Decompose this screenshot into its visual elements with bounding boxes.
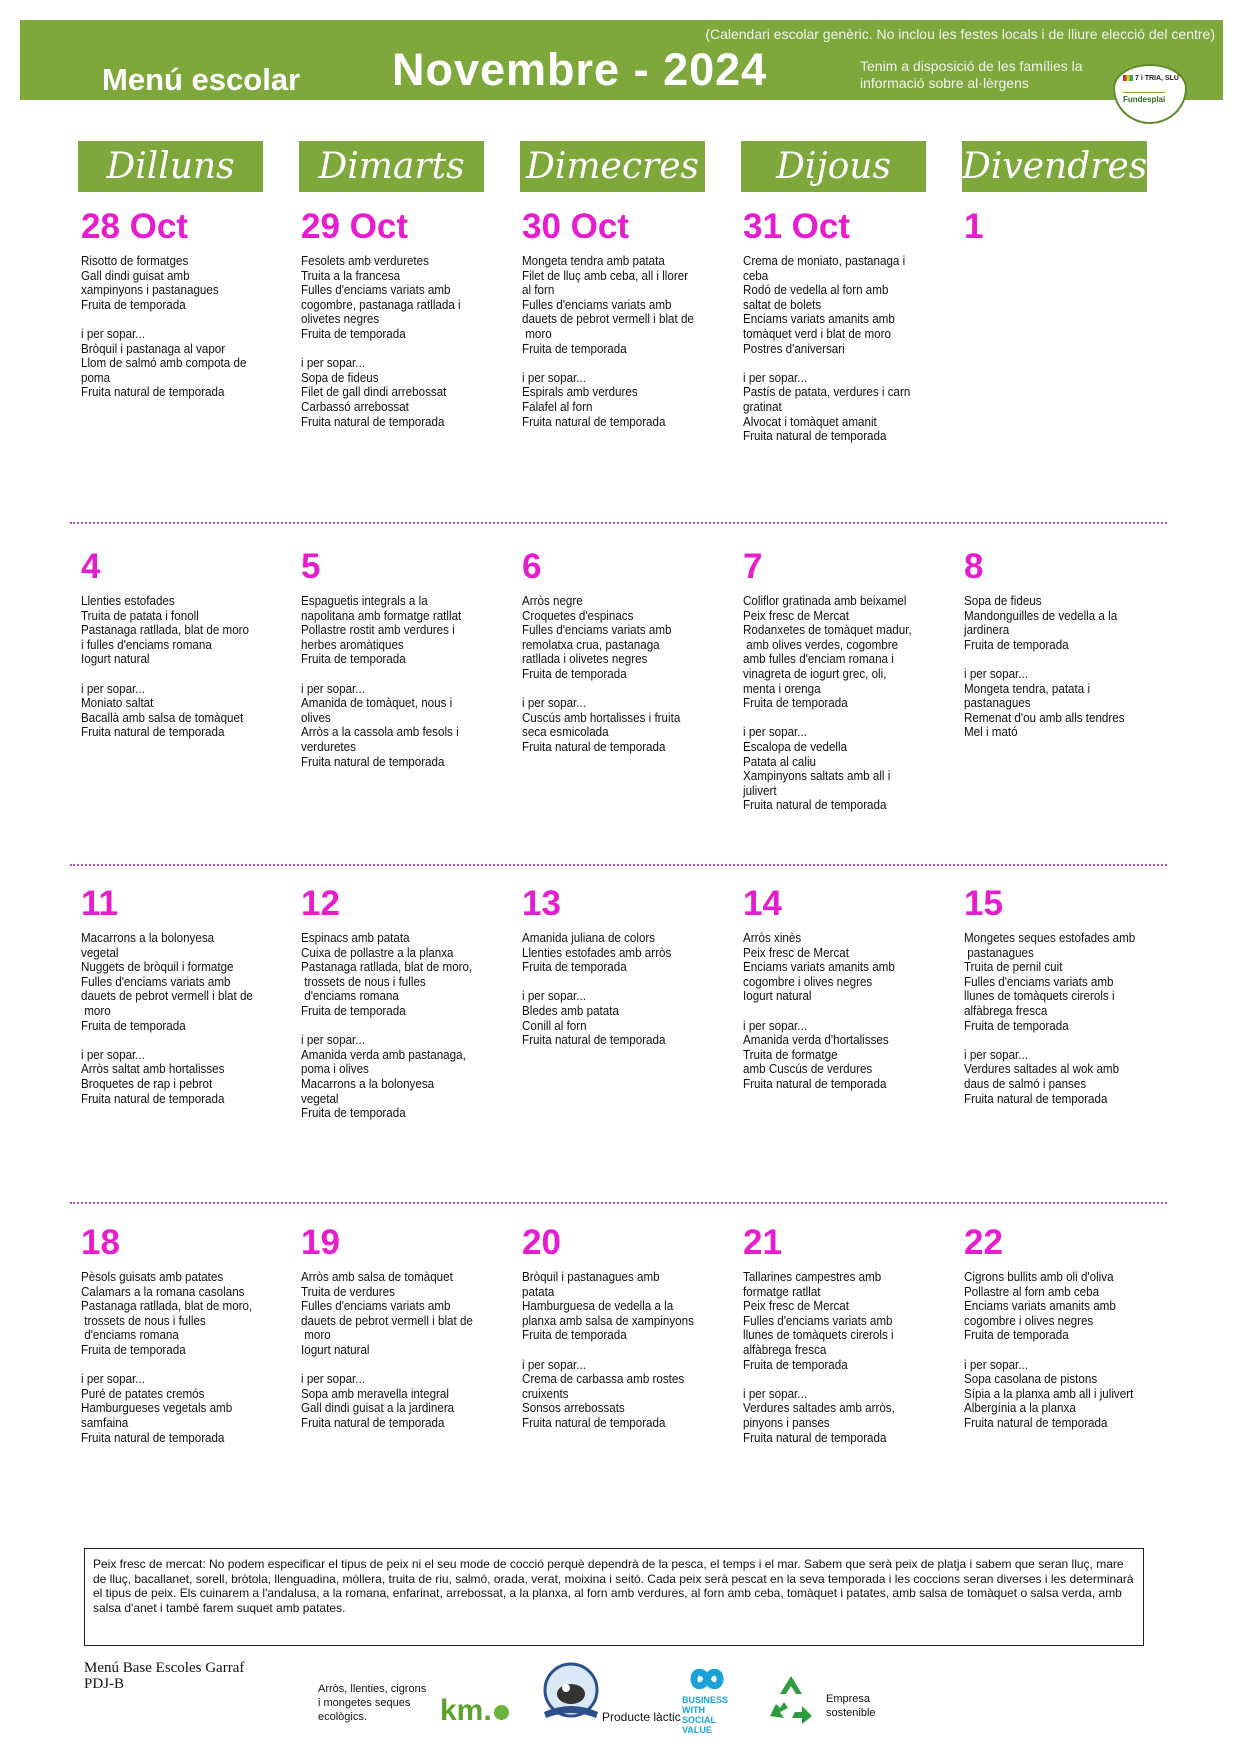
menu-items: Espaguetis integrals a la napolitana amb formatge ratllat Pollastre rostit amb verdures i herbes aromàtiques Fruita de temporada i per sopar... Amanida de tomàquet, nous i olives Arròs a la cassola amb fesols i verduretes Fruita natural de temporada [301, 594, 462, 769]
day-cell [522, 1223, 707, 1431]
date-label: 5 [301, 547, 321, 586]
footer-line-2: PDJ-B [84, 1676, 125, 1692]
date-label: 20 [522, 1223, 561, 1262]
infinity-icon [682, 1666, 732, 1692]
day-cell [964, 1223, 1149, 1431]
day-cell [522, 207, 707, 429]
day-cell [301, 884, 486, 1121]
date-label: 13 [522, 884, 561, 923]
logo-bottom-text: Fundesplai [1123, 92, 1165, 104]
day-cell [743, 547, 928, 813]
menu-items: Espinacs amb patata Cuixa de pollastre a la planxa Pastanaga ratllada, blat de moro, trossets de nous i fulles d'enciams romana Fruita de temporada i per sopar... Amanida verda amb pastanaga, poma i olives Macarrons a la bolonyesa vegetal Fruita de temporada [301, 931, 473, 1121]
date-label: 29 Oct [301, 207, 408, 246]
date-label: 28 Oct [81, 207, 188, 246]
date-label: 30 Oct [522, 207, 629, 246]
date-label: 14 [743, 884, 782, 923]
week-separator [70, 1202, 1167, 1204]
month-title: Novembre - 2024 [392, 44, 768, 95]
date-label: 7 [743, 547, 763, 586]
dairy-farm-logo [536, 1660, 606, 1722]
day-cell [81, 1223, 266, 1445]
allergens-note: Tenim a disposició de les famílies la informació sobre al·lèrgens [860, 58, 1083, 91]
km0-leaf-icon [494, 1705, 509, 1720]
date-label: 11 [81, 884, 118, 923]
day-cell [301, 1223, 486, 1431]
date-label: 4 [81, 547, 101, 586]
day-header-friday: Divendres [962, 141, 1147, 192]
calendar-note: (Calendari escolar genèric. No inclou les festes locals i de lliure elecció del centre) [705, 26, 1215, 42]
day-cell [964, 547, 1149, 740]
date-label: 21 [743, 1223, 782, 1262]
date-label: 18 [81, 1223, 120, 1262]
logo-top-text: 7 i TRIA, SLU [1135, 75, 1179, 82]
menu-items: Cigrons bullits amb oli d'oliva Pollastre al forn amb ceba Enciams variats amanits amb cogombre i olives negres Fruita de temporada i per sopar... Sopa casolana de pistons Sípia a la planxa amb all i julivert Albergínia a la planxa Fruita natural de temporada [964, 1270, 1134, 1430]
date-label: 31 Oct [743, 207, 850, 246]
day-header-thursday: Dijous [741, 141, 926, 192]
day-cell [964, 884, 1149, 1106]
menu-items: Risotto de formatges Gall dindi guisat amb xampinyons i pastanagues Fruita de temporada i per sopar... Bròquil i pastanaga al vapor Llom de salmó amb compota de poma Fruita natural de temporada [81, 254, 247, 400]
date-label: 8 [964, 547, 984, 586]
header-banner [20, 20, 1223, 104]
menu-items: Arròs negre Croquetes d'espinacs Fulles d'enciams variats amb remolatxa crua, pastanaga ratllada i olivetes negres Fruita de temporada i per sopar... Cuscús amb hortalisses i fruita seca esmicolada Fruita natural de temporada [522, 594, 681, 754]
fish-footnote: Peix fresc de mercat: No podem especificar el tipus de peix ni el seu mode de cocció perquè dependrà de la pesca, el temps i el mar. Sabem que serà peix de platja i sabem que seran lluç, mare de lluç, bacallanet, sorell, bròtola, llenguadina, mòllera, truita de riu, salmó, orada, verat, moixina i seitó. Cada peix serà pescat en la seva temporada i les coccions seran diverses i les determinarà el tipus de peix. Els cuinarem a l'andalusa, a la romana, enfarinat, arrebossat, a la planxa, al forn amb verdures, al forn amb ceba, tomàquet i patates, amb salsa de tomàquet o salsa verda, amb salsa d'anet i també farem suquet amb patates. [84, 1548, 1144, 1646]
day-cell [743, 884, 928, 1092]
date-label: 12 [301, 884, 340, 923]
menu-items: Coliflor gratinada amb beixamel Peix fresc de Mercat Rodanxetes de tomàquet madur, amb olives verdes, cogombre amb fulles d'enciam romana i vinagreta de iogurt grec, oli, menta i orenga Fruita de temporada i per sopar... Escalopa de vedella Patata al caliu Xampinyons saltats amb all i julivert Fruita natural de temporada [743, 594, 912, 813]
day-cell [301, 207, 486, 429]
date-label: 22 [964, 1223, 1003, 1262]
day-cell [81, 884, 266, 1106]
menu-items: Mongeta tendra amb patata Filet de lluç amb ceba, all i llorer al forn Fulles d'enciams variats amb dauets de pebrot vermell i blat de moro Fruita de temporada i per sopar... Espirals amb verdures Falafel al forn Fruita natural de temporada [522, 254, 694, 429]
day-header-monday: Dilluns [78, 141, 263, 192]
day-header-wednesday: Dimecres [520, 141, 705, 192]
footer-logos [0, 1660, 1240, 1740]
page-title: Menú escolar [102, 62, 301, 97]
date-label: 1 [964, 207, 984, 246]
recycling-icon [762, 1672, 820, 1728]
day-cell [301, 547, 486, 769]
flag-icon [1123, 75, 1133, 81]
menu-items: Fesolets amb verduretes Truita a la francesa Fulles d'enciams variats amb cogombre, pastanaga ratllada i olivetes negres Fruita de temporada i per sopar... Sopa de fideus Filet de gall dindi arrebossat Carbassó arrebossat Fruita natural de temporada [301, 254, 461, 429]
menu-items: Mongetes seques estofades amb pastanagues Truita de pernil cuit Fulles d'enciams variats amb llunes de tomàquets cirerols i alfàbrega fresca Fruita de temporada i per sopar... Verdures saltades al wok amb daus de salmó i panses Fruita natural de temporada [964, 931, 1136, 1106]
dairy-product-label: Producte làctic [602, 1710, 681, 1724]
footer-line-1: Menú Base Escoles Garraf [84, 1660, 245, 1676]
social-value-logo: BUSINESS WITH SOCIAL VALUE [682, 1666, 740, 1735]
day-cell [743, 1223, 928, 1445]
menu-items: Arròs xinès Peix fresc de Mercat Enciams variats amanits amb cogombre i olives negres Iogurt natural i per sopar... Amanida verda d'hortalisses Truita de formatge amb Cuscús de verdures Fruita natural de temporada [743, 931, 895, 1091]
date-label: 15 [964, 884, 1003, 923]
menu-items: Pèsols guisats amb patates Calamars a la romana casolans Pastanaga ratllada, blat de moro, trossets de nous i fulles d'enciams romana Fruita de temporada i per sopar... Puré de patates cremós Hamburgueses vegetals amb samfaina Fruita natural de temporada [81, 1270, 253, 1445]
day-cell [743, 207, 928, 444]
menu-items: Macarrons a la bolonyesa vegetal Nuggets de bròquil i formatge Fulles d'enciams variats amb dauets de pebrot vermell i blat de moro Fruita de temporada i per sopar... Arròs saltat amb hortalisses Broquetes de rap i pebrot Fruita natural de temporada [81, 931, 253, 1106]
menu-items: Arròs amb salsa de tomàquet Truita de verdures Fulles d'enciams variats amb dauets de pebrot vermell i blat de moro Iogurt natural i per sopar... Sopa amb meravella integral Gall dindi guisat a la jardinera Fruita natural de temporada [301, 1270, 473, 1430]
company-logo [1113, 64, 1187, 124]
day-cell [81, 547, 266, 740]
menu-items: Bròquil i pastanagues amb patata Hamburguesa de vedella a la planxa amb salsa de xampinyons Fruita de temporada i per sopar... Crema de carbassa amb rostes cruixents Sonsos arrebossats Fruita natural de temporada [522, 1270, 694, 1430]
km0-logo: km. [440, 1694, 509, 1728]
menu-items: Tallarines campestres amb formatge ratllat Peix fresc de Mercat Fulles d'enciams variats amb llunes de tomàquets cirerols i alfàbrega fresca Fruita de temporada i per sopar... Verdures saltades amb arròs, pinyons i panses Fruita natural de temporada [743, 1270, 895, 1445]
date-label: 6 [522, 547, 542, 586]
day-cell [81, 207, 266, 400]
ecological-note: Arròs, llenties, cigrons i mongetes seques ecològics. [318, 1683, 427, 1723]
day-header-tuesday: Dimarts [299, 141, 484, 192]
day-cell [522, 547, 707, 755]
week-separator [70, 522, 1167, 524]
menu-items: Sopa de fideus Mandonguilles de vedella a la jardinera Fruita de temporada i per sopar... Mongeta tendra, patata i pastanagues Remenat d'ou amb alls tendres Mel i mató [964, 594, 1125, 740]
day-cell [522, 884, 707, 1048]
menu-items: Crema de moniato, pastanaga i ceba Rodó de vedella al forn amb saltat de bolets Enciams variats amanits amb tomàquet verd i blat de moro Postres d'aniversari i per sopar... Pastís de patata, verdures i carn gratinat Alvocat i tomàquet amanit Fruita natural de temporada [743, 254, 911, 444]
menu-items: Llenties estofades Truita de patata i fonoll Pastanaga ratllada, blat de moro i fulles d'enciams romana Iogurt natural i per sopar... Moniato saltat Bacallà amb salsa de tomàquet Fruita natural de temporada [81, 594, 250, 740]
menu-items: Amanida juliana de colors Llenties estofades amb arròs Fruita de temporada i per sopar... Bledes amb patata Conill al forn Fruita natural de temporada [522, 931, 672, 1048]
sustainable-company-label: Empresa sostenible [826, 1693, 876, 1719]
week-separator [70, 864, 1167, 866]
day-cell [964, 207, 1149, 254]
date-label: 19 [301, 1223, 340, 1262]
